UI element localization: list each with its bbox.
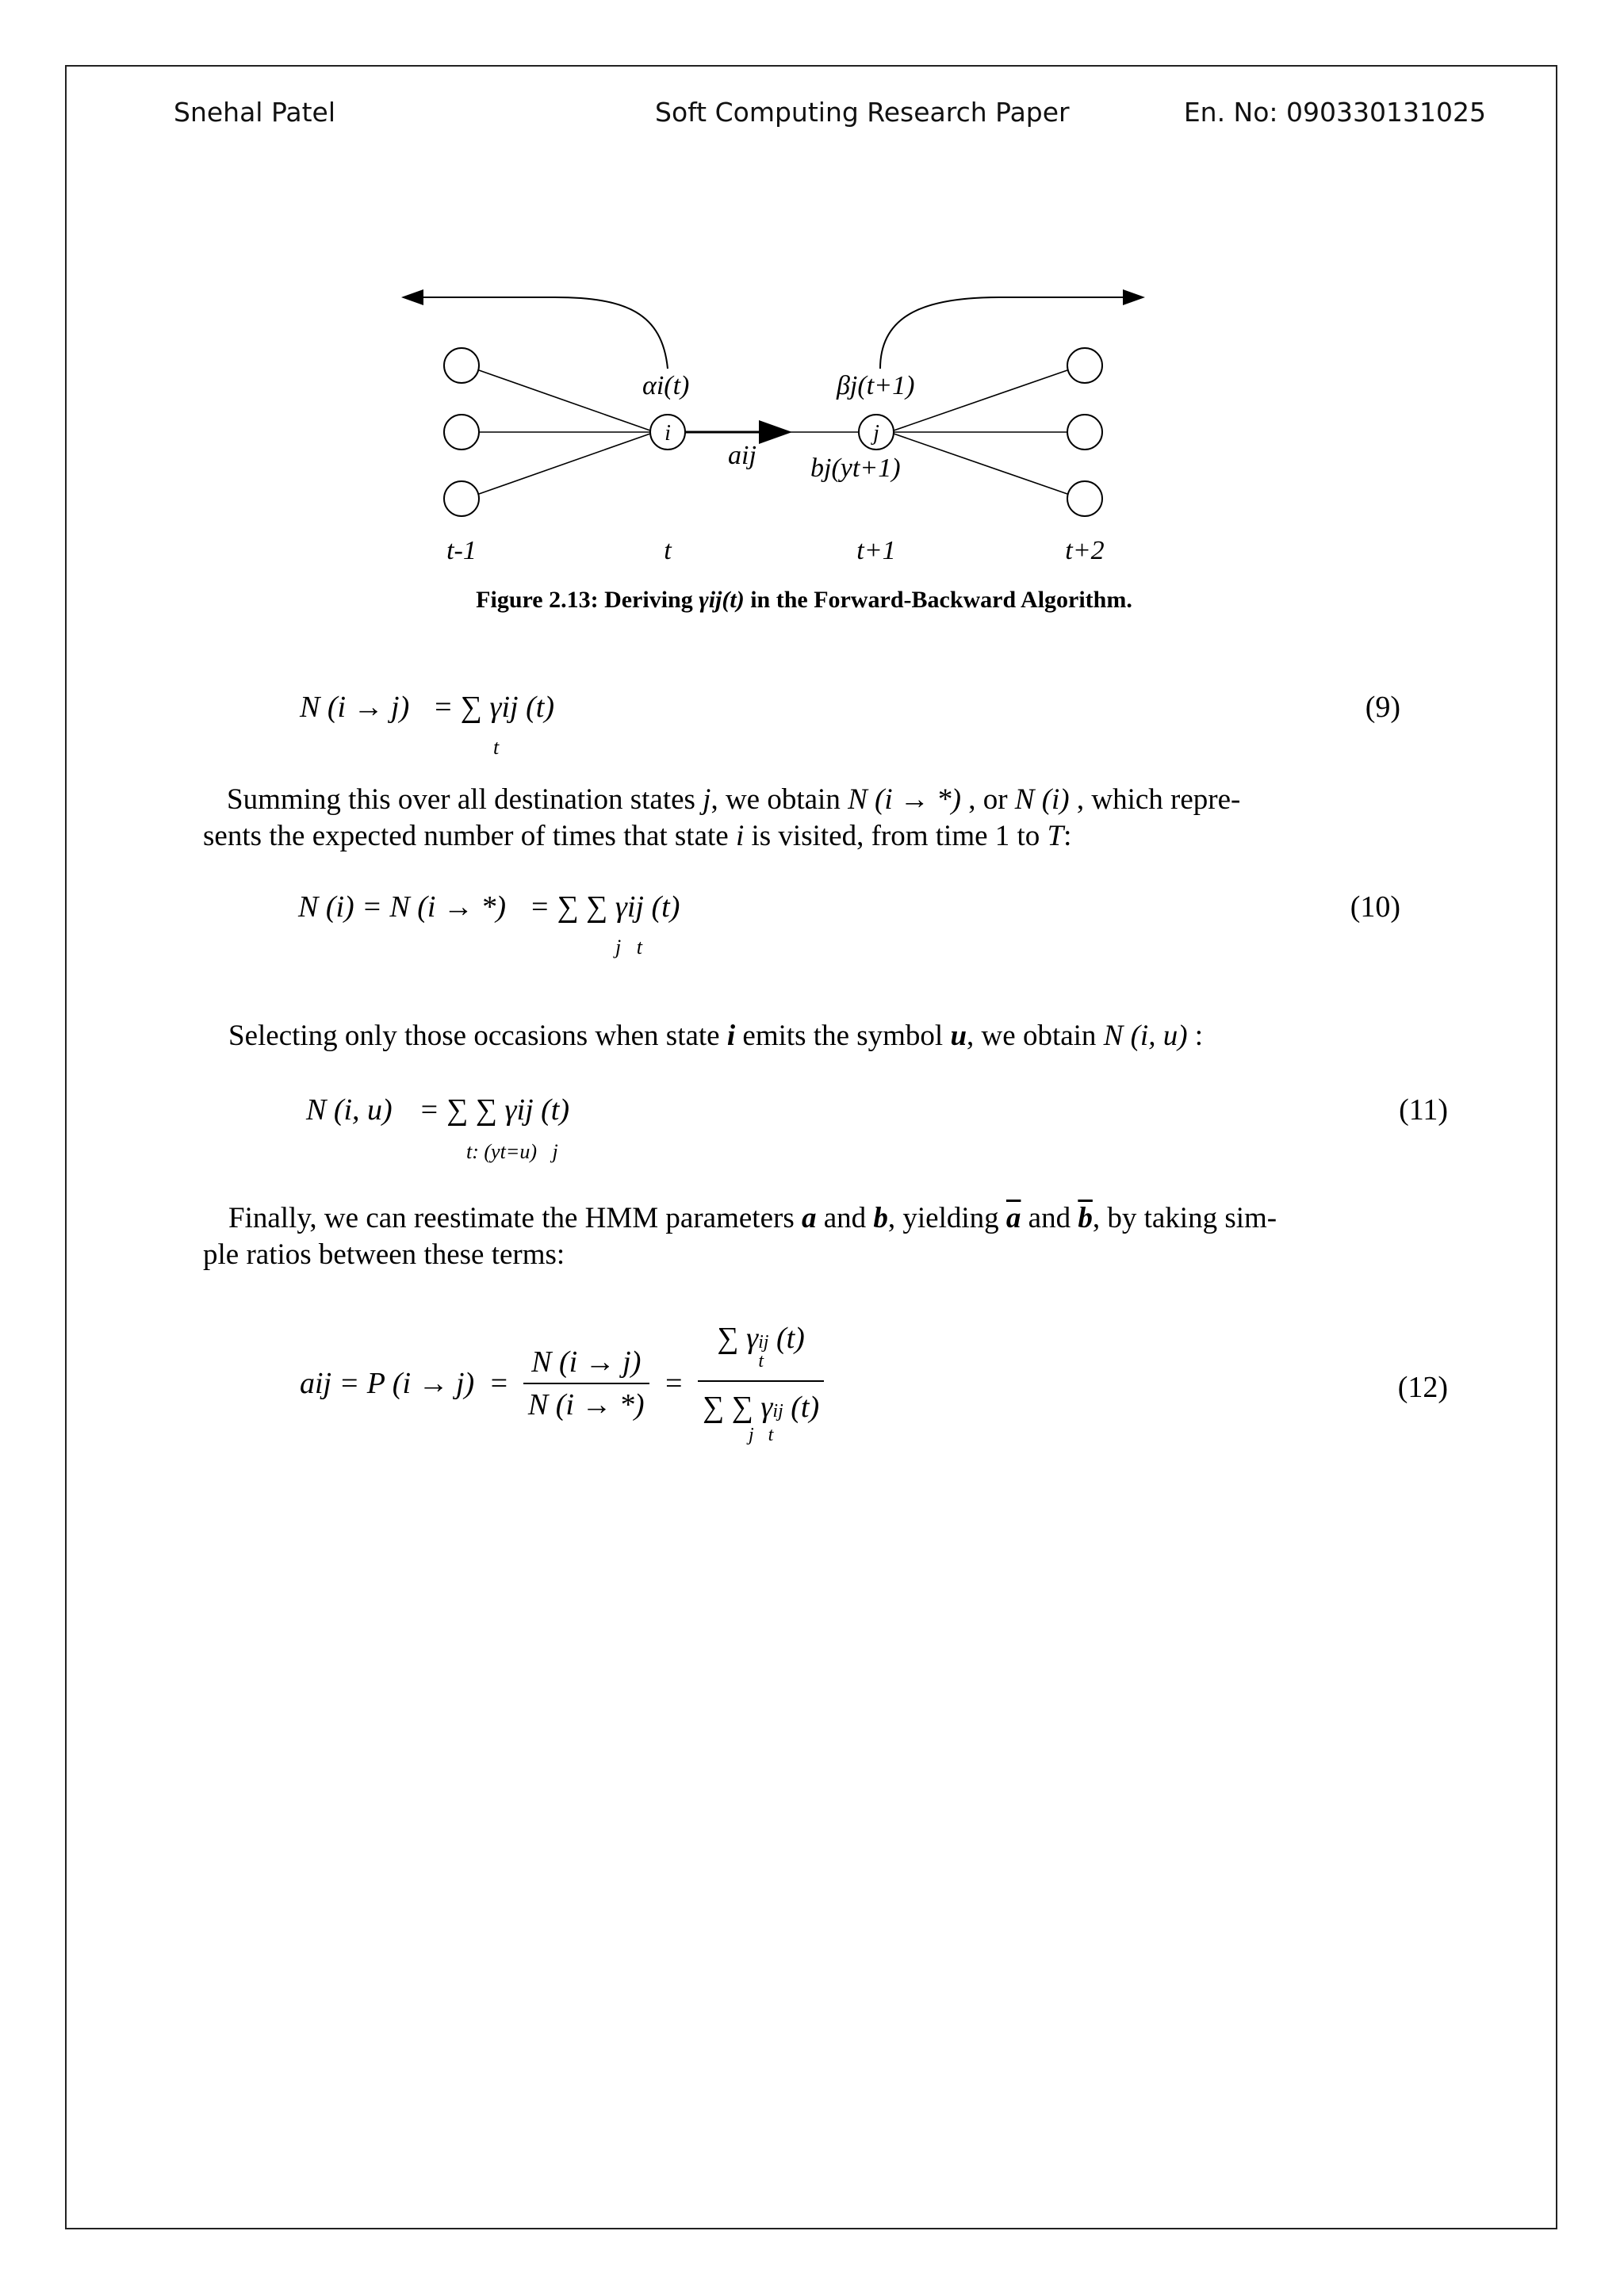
p3-text-d: and: [1021, 1202, 1078, 1234]
p1-n1: N (i → *): [848, 783, 961, 816]
p1-line2-a: sents the expected number of times that state: [203, 820, 736, 852]
time-label-t: t: [664, 536, 672, 565]
p2-text-d: :: [1187, 1020, 1204, 1052]
equation-12: aij = P (i → j) = $\frac{N (i \to j)}{N (i \to *)}$ = ∑ γij (t) t ∑ ∑ γij (t) j t: [300, 1316, 824, 1451]
p1-text-c: , or: [960, 783, 1015, 816]
p1-T: T: [1047, 820, 1064, 852]
p3-text-a: Finally, we can reestimate the HMM parameters: [228, 1202, 802, 1234]
paragraph-2: [228, 1018, 1529, 1054]
node-left-mid: [444, 415, 479, 450]
node-right-mid: [1067, 415, 1102, 450]
node-right-bottom: [1067, 481, 1102, 516]
eq10-number: (10): [1350, 890, 1400, 924]
node-left-bottom: [444, 481, 479, 516]
eq12-fraction-1: [523, 1345, 649, 1422]
p1-i: i: [735, 820, 745, 852]
eq10-under: j t: [615, 936, 642, 959]
p1-line2-c: :: [1063, 820, 1072, 852]
eq12-number: (12): [1397, 1371, 1448, 1404]
p2-text-c: , we obtain: [967, 1020, 1104, 1052]
eq10-rhs: = ∑ ∑ γij (t): [529, 890, 680, 924]
eq11-lhs: N (i, u): [306, 1093, 393, 1127]
node-right-top: [1067, 348, 1102, 383]
trellis-diagram: [389, 274, 1166, 630]
beta-curve-arrow: [880, 297, 1142, 369]
bj-label: bj(yt+1): [810, 453, 901, 483]
p1-n2: N (i): [1014, 783, 1070, 816]
aij-label: aij: [728, 441, 756, 470]
eq10-lhs: N (i) = N (i → *): [298, 890, 507, 924]
equation-9: [300, 690, 554, 725]
p1-j: j: [703, 783, 711, 816]
caption-symbol: γij(t): [699, 587, 745, 613]
header-enrollment: En. No: 090330131025: [1183, 97, 1486, 128]
page-header: [0, 97, 1624, 135]
p3-text-e: , by taking sim-: [1092, 1202, 1277, 1234]
p1-text-b: , we obtain: [710, 783, 848, 816]
p3-line2: ple ratios between these terms:: [203, 1238, 565, 1271]
beta-label: βj(t+1): [837, 371, 915, 400]
equation-11: [306, 1093, 569, 1127]
eq9-under: t: [493, 736, 500, 759]
p1-line2-b: is visited, from time 1 to: [744, 820, 1048, 852]
alpha-curve-arrow: [404, 297, 668, 369]
forward-backward-figure: [389, 274, 1166, 630]
eq11-under: t: (yt=u) j: [466, 1140, 558, 1163]
p3-text-b: and: [816, 1202, 874, 1234]
p1-text-d: , which repre-: [1069, 783, 1241, 816]
p2-n: N (i, u): [1103, 1020, 1188, 1052]
eq9-number: (9): [1365, 691, 1400, 724]
eq11-number: (11): [1399, 1093, 1448, 1127]
p3-b-sym: b: [873, 1202, 888, 1234]
header-title: Soft Computing Research Paper: [655, 97, 1070, 128]
node-i-label: i: [665, 421, 671, 446]
p2-u: u: [950, 1020, 967, 1052]
p2-i: i: [726, 1020, 736, 1052]
eq9-rhs: = ∑ γij (t): [432, 691, 554, 724]
node-left-top: [444, 348, 479, 383]
header-author: Snehal Patel: [174, 97, 336, 128]
eq12-fraction-2: ∑ γij (t) t ∑ ∑ γij (t) j t: [698, 1321, 824, 1446]
time-label-t-plus-2: t+2: [1065, 536, 1105, 565]
eq12-frac1-num: N (i → j): [523, 1345, 649, 1384]
p2-text-a: Selecting only those occasions when state: [228, 1020, 727, 1052]
time-label-t-plus-1: t+1: [856, 536, 896, 565]
p3-b-bar: $\overline{b}$: [1078, 1202, 1093, 1234]
p3-text-c: , yielding: [887, 1202, 1006, 1234]
eq11-rhs: = ∑ ∑ γij (t): [419, 1093, 569, 1127]
equation-10: [298, 890, 680, 924]
caption-suffix: in the Forward-Backward Algorithm.: [744, 587, 1132, 613]
node-j-label: j: [873, 421, 879, 446]
p3-a-sym: a: [801, 1202, 817, 1234]
time-label-t-minus-1: t-1: [446, 536, 477, 565]
eq12-lhs: aij = P (i → j): [300, 1367, 475, 1400]
p2-text-b: emits the symbol: [735, 1020, 951, 1052]
p1-text-a: Summing this over all destination states: [227, 783, 703, 816]
caption-prefix: Figure 2.13: Deriving: [476, 587, 699, 613]
paragraph-1: [203, 782, 1503, 855]
paragraph-3: [203, 1200, 1535, 1273]
p3-a-bar: $\overline{a}$: [1005, 1202, 1021, 1234]
eq12-frac1-den: N (i → *): [527, 1388, 645, 1422]
figure-caption: [0, 587, 1624, 614]
eq9-lhs: N (i → j): [300, 691, 410, 724]
alpha-label: αi(t): [642, 371, 690, 400]
